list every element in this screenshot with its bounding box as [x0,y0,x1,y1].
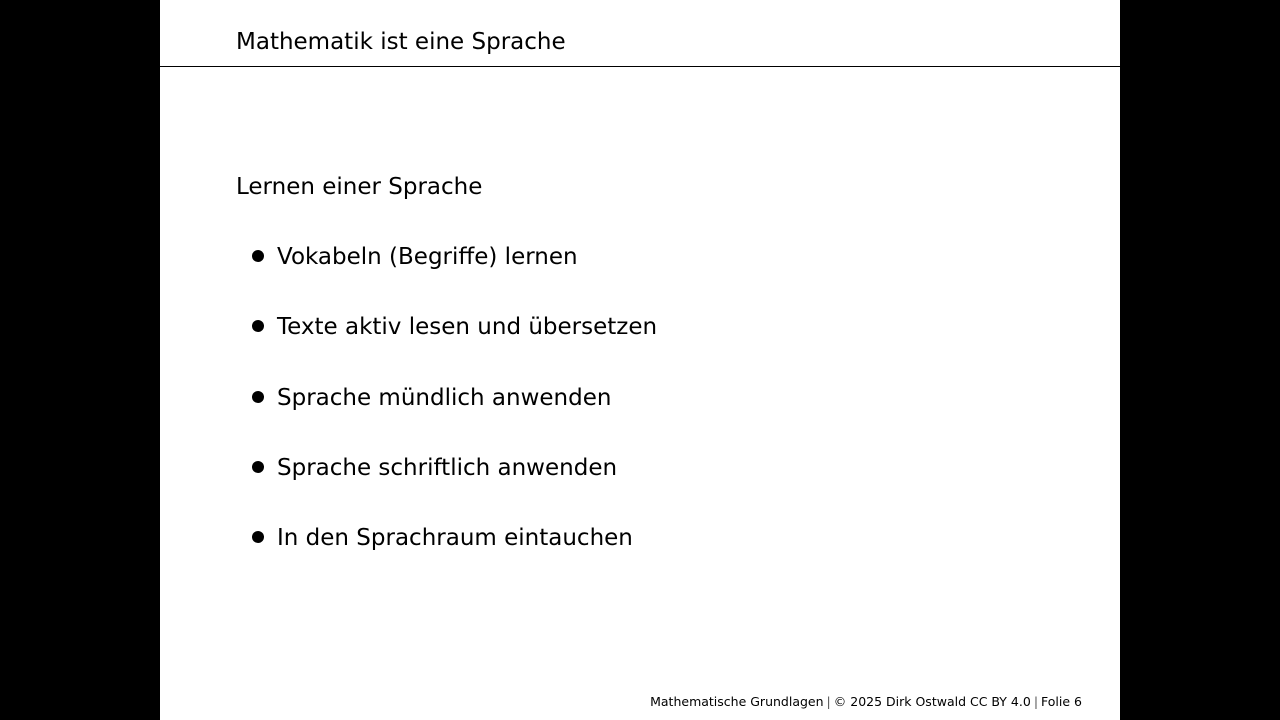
slide-footer [650,694,1082,710]
bullet-icon [252,531,264,543]
footer-course: Mathematische Grundlagen [650,694,824,709]
bullet-text: Sprache schriftlich anwenden [277,454,618,481]
footer-copyright: © 2025 Dirk Ostwald CC BY 4.0 [833,694,1031,709]
bullet-icon [252,461,264,473]
bullet-icon [252,320,264,332]
slide-page [160,0,1120,720]
footer-slide-number: Folie 6 [1041,694,1082,709]
bullet-icon [252,250,264,262]
bullet-text: In den Sprachraum eintauchen [277,525,633,552]
bullet-text: Vokabeln (Begriffe) lernen [277,244,578,270]
footer-separator: | [826,694,831,709]
bullet-text: Sprache mündlich anwenden [277,384,612,411]
bullet-text: Texte aktiv lesen und übersetzen [277,314,658,341]
section-heading: Lernen einer Sprache [236,174,483,200]
title-divider [160,66,1120,67]
bullet-icon [252,391,264,403]
slide-title: Mathematik ist eine Sprache [236,29,566,55]
footer-separator: | [1033,694,1039,709]
